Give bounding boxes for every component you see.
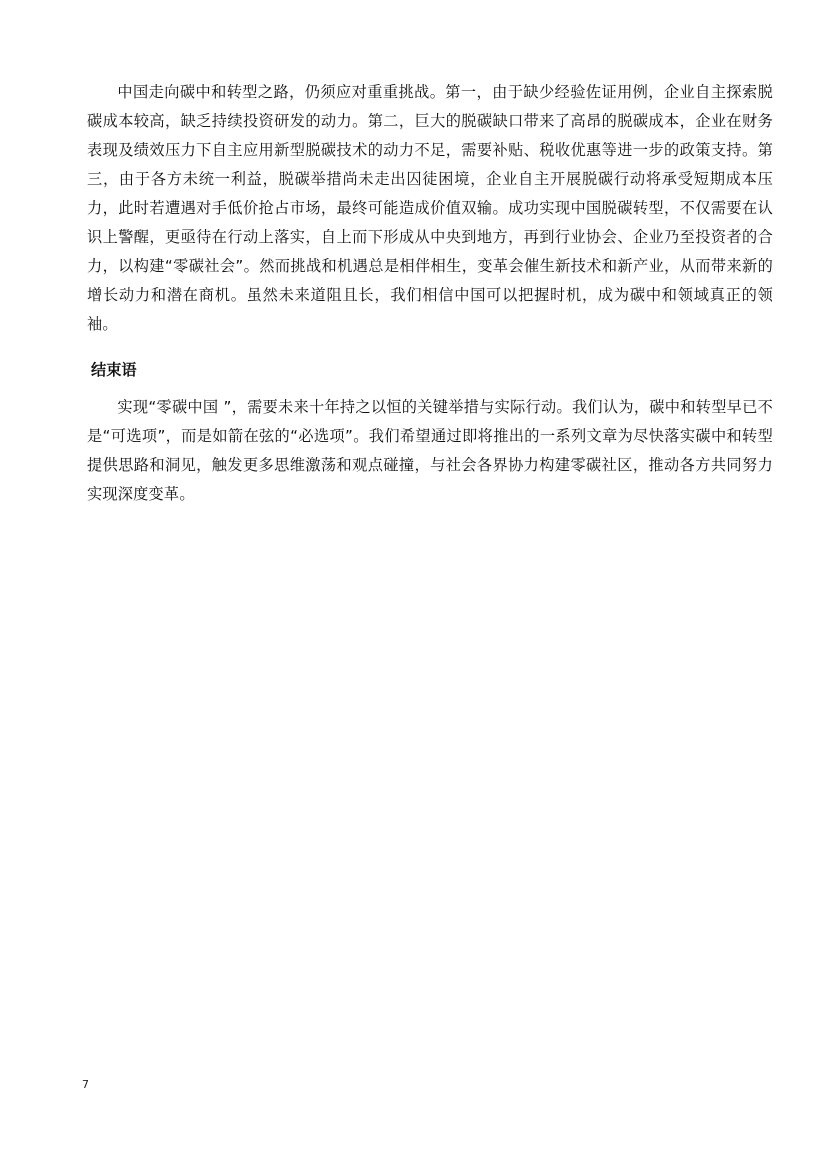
page-number: 7 xyxy=(82,1078,89,1091)
document-body xyxy=(87,78,773,509)
conclusion-paragraph: 实现“零碳中国 ”，需要未来十年持之以恒的关键举措与实际行动。我们认为，碳中和转型早已不是“可选项”，而是如箭在弦的“必选项”。我们希望通过即将推出的一系列文章为尽快落实碳中和转型提供思路和洞见，触发更多思维激荡和观点碰撞，与社会各界协力构建零碳社区，推动各方共同努力实现深度变革。 xyxy=(87,398,773,503)
conclusion-heading: 结束语 xyxy=(91,361,137,379)
challenges-paragraph: 中国走向碳中和转型之路，仍须应对重重挑战。第一，由于缺少经验佐证用例，企业自主探索脱碳成本较高，缺乏持续投资研发的动力。第二，巨大的脱碳缺口带来了高昂的脱碳成本，企业在财务表现及绩效压力下自主应用新型脱碳技术的动力不足，需要补贴、税收优惠等进一步的政策支持。第三，由于各方未统一利益，脱碳举措尚未走出囚徒困境，企业自主开展脱碳行动将承受短期成本压力，此时若遭遇对手低价抢占市场，最终可能造成价值双输。成功实现中国脱碳转型，不仅需要在认识上警醒，更亟待在行动上落实，自上而下形成从中央到地方，再到行业协会、企业乃至投资者的合力，以构建“零碳社会”。然而挑战和机遇总是相伴相生，变革会催生新技术和新产业，从而带来新的增长动力和潜在商机。虽然未来道阻且长，我们相信中国可以把握时机，成为碳中和领域真正的领袖。 xyxy=(87,83,773,333)
